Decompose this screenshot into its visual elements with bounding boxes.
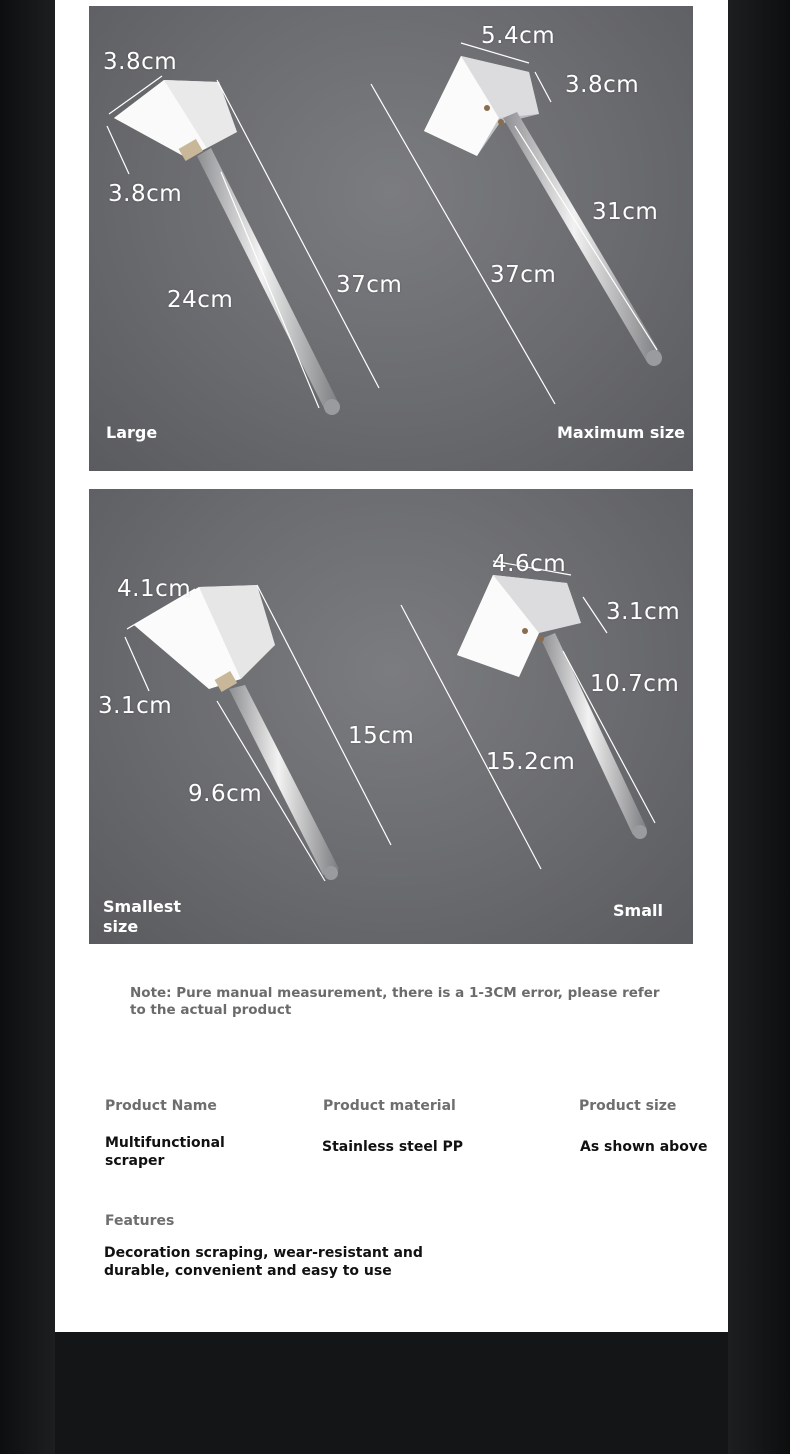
large-handle-label: 24cm [167,287,234,313]
small-handle-label: 10.7cm [590,671,680,697]
measurement-note: Note: Pure manual measurement, there is a 1-3CM error, please refer to the actual product [130,985,660,1018]
product-size-value: As shown above [580,1139,708,1155]
photo-smallest-and-small [89,489,693,944]
smallest-handle-label: 9.6cm [188,781,263,807]
large-top-width-label: 3.8cm [103,49,178,75]
small-side-label: 3.1cm [606,599,681,625]
product-size-label: Product size [579,1098,677,1114]
smallest-total-label: 15cm [348,723,415,749]
large-side-label: 3.8cm [108,181,183,207]
maximum-side-label: 3.8cm [565,72,640,98]
large-caption: Large [106,423,158,442]
maximum-total-label: 37cm [490,262,557,288]
background-left [0,0,55,1454]
maximum-caption: Maximum size [557,423,685,442]
small-top-width-label: 4.6cm [492,551,567,577]
scrapers-illustration-bottom [89,489,693,944]
large-total-label: 37cm [336,272,403,298]
features-label: Features [105,1213,175,1229]
small-total-label: 15.2cm [486,749,576,775]
large-scraper-image [114,80,340,415]
background-right [728,0,790,1454]
smallest-caption: Smallest size [103,897,181,936]
product-material-value: Stainless steel PP [322,1139,464,1155]
product-name-label: Product Name [105,1098,217,1114]
photo-large-and-maximum [89,6,693,471]
features-value: Decoration scraping, wear-resistant and durable, convenient and easy to use [104,1245,423,1279]
small-caption: Small [613,901,663,920]
maximum-handle-label: 31cm [592,199,659,225]
maximum-top-width-label: 5.4cm [481,23,556,49]
smallest-top-width-label: 4.1cm [117,576,192,602]
product-material-label: Product material [323,1098,456,1114]
product-name-value: Multifunctional scraper [105,1135,225,1169]
smallest-side-label: 3.1cm [98,693,173,719]
